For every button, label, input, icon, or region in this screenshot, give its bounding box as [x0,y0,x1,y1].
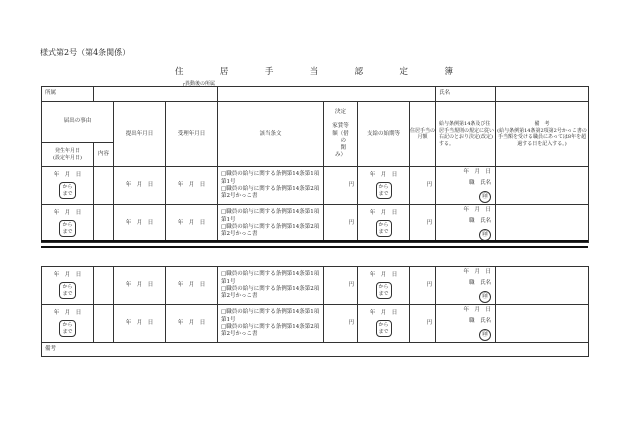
seal-icon: ㊞ [479,291,491,303]
occurrence-date-cell[interactable] [42,305,94,343]
seal-icon: ㊞ [479,229,491,241]
seal-icon: ㊞ [479,329,491,341]
name-label: 氏名 [436,87,496,102]
occurrence-date-cell[interactable] [42,167,94,205]
title-char: 定 [399,67,411,77]
remarks-cell[interactable] [496,305,589,343]
monthly-amount-cell[interactable]: 円 [410,305,436,343]
content-cell[interactable] [94,267,114,305]
clause-checkbox-1[interactable]: □職員の給与に関する条例第14条第1項第1号 [221,309,320,323]
content-cell[interactable] [94,167,114,205]
remarks-cell[interactable] [496,267,589,305]
clause-cell[interactable] [218,267,324,305]
remarks-cell[interactable] [496,205,589,243]
submission-date-cell[interactable]: 年 月 日 [114,205,166,243]
col-remarks [496,102,589,167]
date-text: 年 月 日 [463,268,492,275]
col-report-reason: 届出の事由 [42,102,114,143]
rent-amount-cell[interactable]: 円 [324,305,358,343]
clause-cell[interactable] [218,205,324,243]
date-text: 年 月 日 [53,310,82,317]
col-receipt-date: 受理年月日 [166,102,218,167]
period-badge: から まで [59,220,75,237]
date-text: 年 月 日 [463,206,492,213]
name-field[interactable] [496,87,589,102]
period-badge: から まで [376,220,392,237]
date-text: 年 月 日 [369,310,398,317]
section-divider [41,246,588,248]
monthly-amount-cell[interactable]: 円 [410,205,436,243]
table-row [42,205,589,243]
occurrence-date-cell[interactable] [42,205,94,243]
payment-start-cell[interactable] [358,205,410,243]
submission-date-cell[interactable]: 年 月 日 [114,167,166,205]
content-cell[interactable] [94,205,114,243]
submission-date-cell[interactable]: 年 月 日 [114,267,166,305]
payment-start-cell[interactable] [358,167,410,205]
new-affiliation-field[interactable] [218,87,436,102]
approver-cell[interactable] [436,205,496,243]
date-text: 年 月 日 [369,172,398,179]
clause-cell[interactable] [218,305,324,343]
affiliation-field[interactable] [94,87,218,102]
col-rent-sub: 家賃等 額（借 の 閑 み） [332,123,349,158]
col-rent-amount [324,102,358,167]
rent-amount-cell[interactable]: 円 [324,205,358,243]
col-occurrence-date: 発生年月日 (設定年月日) [42,142,94,166]
payment-start-cell[interactable] [358,267,410,305]
col-content: 内容 [94,142,114,166]
transfer-affiliation-label: ┌異動後の所属 [182,81,216,87]
date-text: 年 月 日 [53,210,82,217]
clause-checkbox-1[interactable]: □職員の給与に関する条例第14条第1項第1号 [221,209,320,223]
receipt-date-cell[interactable]: 年 月 日 [166,167,218,205]
period-badge: から まで [59,182,75,199]
housing-allowance-register [41,86,589,357]
receipt-date-cell[interactable]: 年 月 日 [166,305,218,343]
col-payment-start: 支給の始期等 [358,102,410,167]
title-char: 手 [264,67,276,77]
seal-icon: ㊞ [479,191,491,203]
receipt-date-cell[interactable]: 年 月 日 [166,267,218,305]
date-text: 年 月 日 [369,210,398,217]
date-text: 年 月 日 [463,168,492,175]
form-number: 様式第2号（第4条関係） [40,48,131,57]
clause-checkbox-2[interactable]: □職員の給与に関する条例第14条第2項第2号かっこ書 [221,285,320,299]
approver-line: 職 氏名 [468,217,492,224]
rent-amount-cell[interactable]: 円 [324,167,358,205]
approver-line: 職 氏名 [468,279,492,286]
date-text: 年 月 日 [53,172,82,179]
period-badge: から まで [59,282,75,299]
title-char: 住 [175,67,186,77]
remarks-cell[interactable] [496,167,589,205]
monthly-amount-cell[interactable]: 円 [410,267,436,305]
occurrence-date-cell[interactable] [42,267,94,305]
page-title [175,65,455,77]
affiliation-label: 所属 [42,87,94,102]
monthly-amount-cell[interactable]: 円 [410,167,436,205]
col-applicable-clause: 該当条文 [218,102,324,167]
table-row [42,267,589,305]
approver-cell[interactable] [436,267,496,305]
payment-start-cell[interactable] [358,305,410,343]
period-badge: から まで [376,282,392,299]
clause-checkbox-1[interactable]: □職員の給与に関する条例第14条第1項第1号 [221,171,320,185]
period-badge: から まで [376,182,392,199]
remarks-title: 備 考 [534,121,550,128]
title-char: 当 [309,67,321,77]
title-char: 居 [219,67,231,77]
period-badge: から まで [59,320,75,337]
receipt-date-cell[interactable]: 年 月 日 [166,205,218,243]
footer-remarks[interactable]: 備考 [42,343,589,357]
date-text: 年 月 日 [53,272,82,279]
remarks-note: (給与条例第14条第2項第2号かっこ書の手当額を受ける職員にあっては8年を超過する日を記入する。) [497,127,587,147]
clause-checkbox-2[interactable]: □職員の給与に関する条例第14条第2項第2号かっこ書 [221,223,320,237]
submission-date-cell[interactable]: 年 月 日 [114,305,166,343]
approver-cell[interactable] [436,305,496,343]
date-text: 年 月 日 [369,272,398,279]
table-row [42,305,589,343]
section-divider [41,240,588,242]
table-row [42,167,589,205]
date-text: 年 月 日 [463,306,492,313]
clause-checkbox-1[interactable]: □職員の給与に関する条例第14条第1項第1号 [221,271,320,285]
clause-checkbox-2[interactable]: □職員の給与に関する条例第14条第2項第2号かっこ書 [221,185,320,199]
content-cell[interactable] [94,305,114,343]
title-char: 認 [354,67,366,77]
col-rule-note: 給与条例第14条及び住居手当規則の規定に従い右記のとおり決定(改定)する。 [436,102,496,167]
col-submission-date: 提出年月日 [114,102,166,167]
clause-checkbox-2[interactable]: □職員の給与に関する条例第14条第2項第2号かっこ書 [221,323,320,337]
approver-cell[interactable] [436,167,496,205]
title-char: 簿 [444,67,455,77]
approver-line: 職 氏名 [468,179,492,186]
col-decision: 決定 [335,109,347,116]
rent-amount-cell[interactable]: 円 [324,267,358,305]
approver-line: 職 氏名 [468,317,492,324]
col-monthly-amount: 住居手当の月額 [410,102,436,167]
clause-cell[interactable] [218,167,324,205]
period-badge: から まで [376,320,392,337]
